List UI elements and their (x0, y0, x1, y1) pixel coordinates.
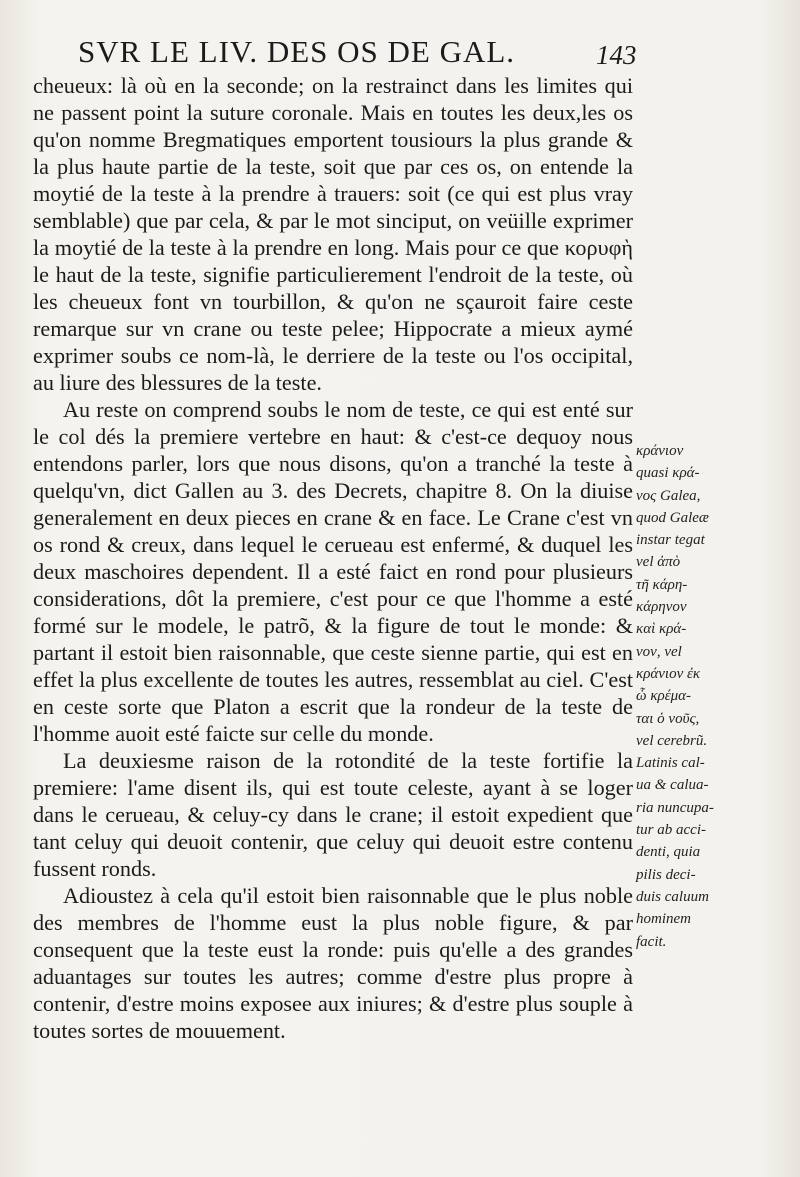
margin-line: τῆ κάρη- (636, 576, 688, 593)
margin-line: pilis deci- (636, 866, 696, 883)
margin-line: quasi κρά- (636, 465, 700, 482)
margin-line: hominem (636, 911, 691, 928)
margin-line: κράνιον (636, 443, 684, 459)
margin-line: vel ἀπὸ (636, 554, 681, 571)
margin-line: ua & calua- (636, 777, 709, 794)
running-title: SVR LE LIV. DES OS DE GAL. (78, 34, 516, 69)
margin-line: facit. (636, 933, 667, 950)
margin-note (636, 440, 786, 953)
margin-line: ὧ κρέμα- (636, 688, 692, 705)
margin-line: instar tegat (636, 532, 705, 549)
margin-line: κάρηνον (636, 599, 687, 616)
margin-line: νος Galea, (636, 487, 701, 504)
paragraph-2: Au reste on comprend soubs le nom de teste, ce qui est enté sur le col dés la premiere vertebre en haut: & c'est-ce dequoy nous entendons parler, lors que nous disons, qu'on a tranché la teste à quelqu'vn, dict Gallen au 3. des Decrets, chapitre 8. On la diuise generalement en deux pieces en crane & en face. Le Crane c'est vn os rond & creux, dans lequel le cerueau est enfermé, & duquel les deux maschoires dependent. Il a esté faict en rond pour plusieurs considerations, dôt la premiere, c'est pour ce que l'homme a esté formé sur le modele, le patrõ, & la figure de tout le monde: & partant il estoit bien raisonnable, que ceste sienne partie, qui est en effet la plus excellente de toutes les autres, ressemblat au ciel. C'est en ceste sorte que Platon a escrit que la rondeur de la teste de l'homme auoit esté faicte sur celle du monde. (33, 397, 633, 746)
margin-line: tur ab acci- (636, 822, 706, 839)
margin-line: κράνιον ἐκ (636, 665, 701, 682)
margin-line: νον, vel (636, 643, 682, 660)
paragraph-1: cheueux: là où en la seconde; on la restrainct dans les limites qui ne passent point la suture coronale. Mais en toutes les deux,les os qu'on nomme Bregmatiques emportent tousiours la plus grande & la plus haute partie de la teste, soit que par ces os, on entende la moytié de la teste à la prendre à trauers: soit (ce qui est plus vray semblable) que par cela, & par le mot sinciput, on veüille exprimer la moytié de la teste à la prendre en long. Mais pour ce que κορυφὴ le haut de la teste, signifie particulierement l'endroit de la teste, où les cheueux font vn tourbillon, & qu'on ne sçauroit faire ceste remarque sur vn crane ou teste pelee; Hippocrate a mieux aymé exprimer soubs ce nom-là, le derriere de la teste ou l'os occipital, au liure des blessures de la teste. (33, 73, 633, 395)
margin-line: quod Galeæ (636, 509, 709, 526)
margin-line: ται ὁ νοῦς, (636, 710, 700, 727)
margin-line: καὶ κρά- (636, 621, 687, 638)
page-number: 143 (596, 40, 637, 70)
paragraph-3: La deuxiesme raison de la rotondité de la teste fortifie la premiere: l'ame disent ils, qui est toute celeste, ayant à se loger dans le cerueau, & celuy-cy dans le crane; il estoit expedient que tant celuy qui deuoit contenir, que celuy qui deuoit estre contenu fussent ronds. (33, 748, 633, 881)
margin-line: Latinis cal- (636, 755, 705, 772)
margin-line: duis caluum (636, 888, 709, 905)
paragraph-4: Adioustez à cela qu'il estoit bien raisonnable que le plus noble des membres de l'homme eust la plus noble figure, & par consequent que la teste eust la ronde: puis qu'elle a des grandes aduantages sur toutes les autres; comme d'estre plus propre à contenir, d'estre moins exposee aux iniures; & d'estre plus souple à toutes sortes de mouuement. (33, 883, 633, 1043)
margin-line: denti, quia (636, 844, 701, 861)
main-text (33, 72, 633, 1044)
margin-line: vel cerebrũ. (636, 732, 708, 749)
margin-line: ria nuncupa- (636, 799, 714, 816)
